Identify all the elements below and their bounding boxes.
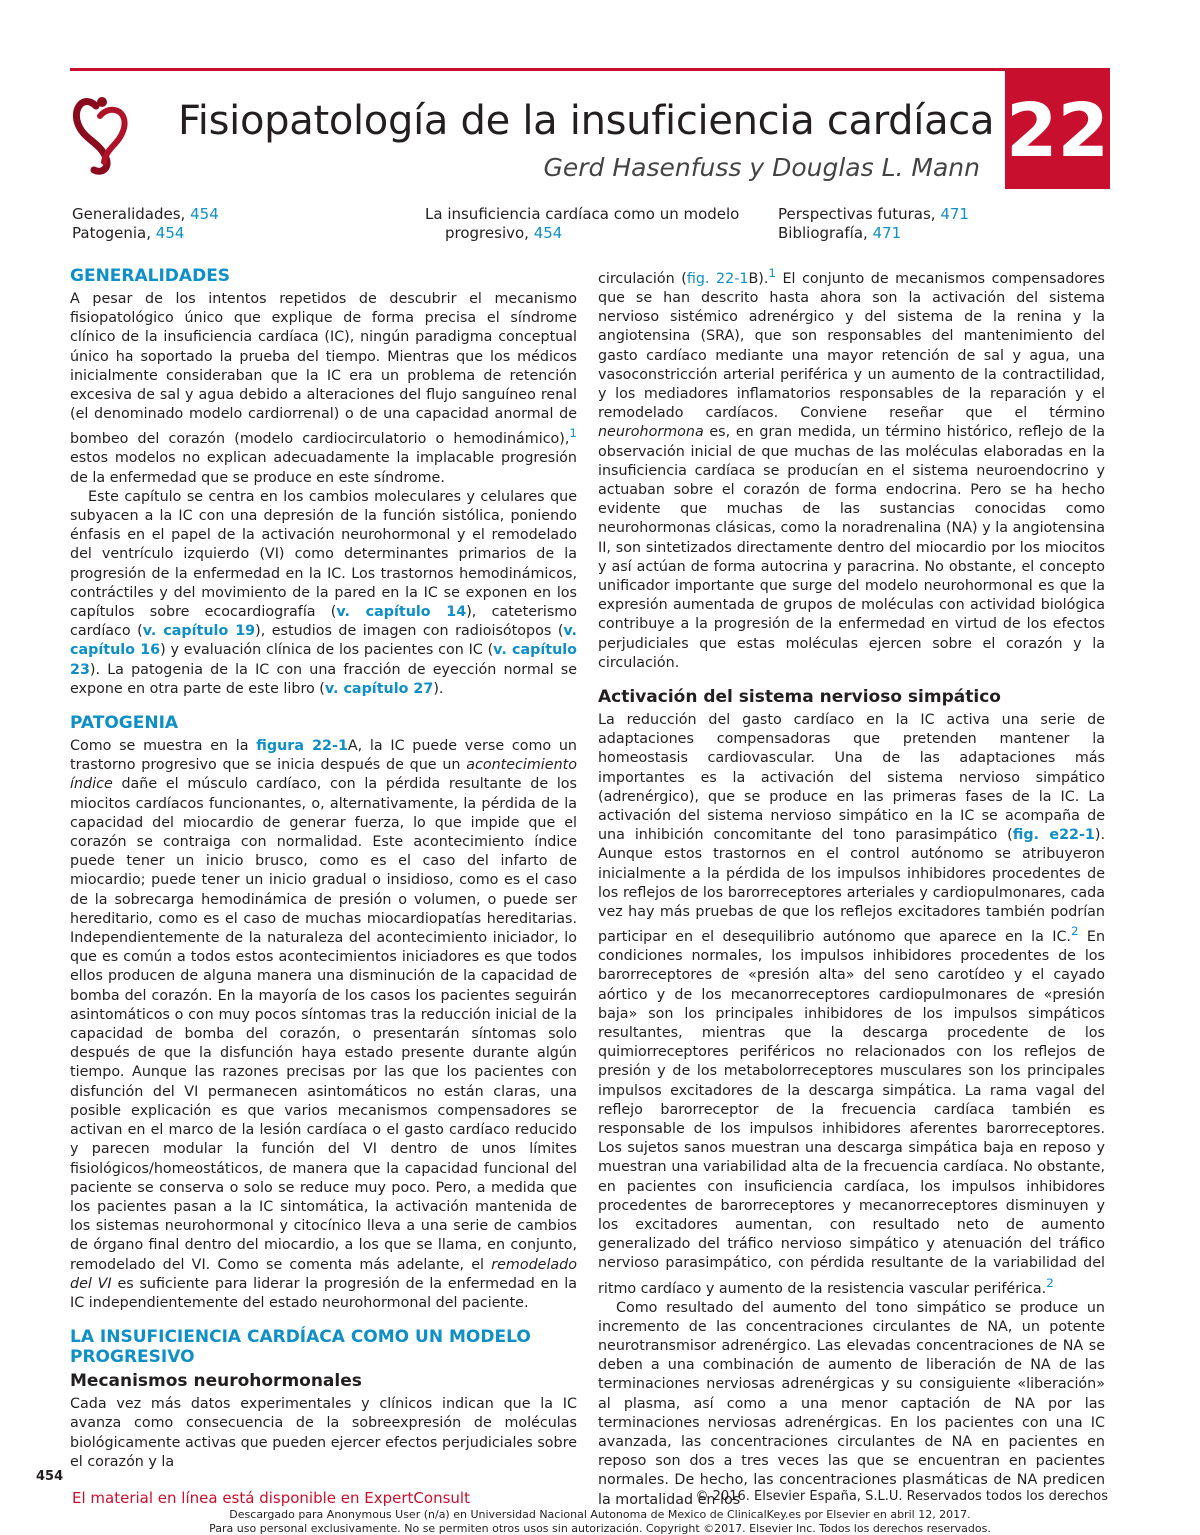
toc-item[interactable]: Generalidades, 454 — [72, 205, 219, 223]
heart-logo-icon — [66, 86, 136, 176]
section-heading-modelo-progresivo: LA INSUFICIENCIA CARDÍACA COMO UN MODELO PROGRESIVO — [70, 1327, 531, 1368]
paragraph: Cada vez más datos experimentales y clínicos indican que la IC avanza como consecuencia de la sobreexpresión de moléculas biológicamente activas que pueden ejercer efectos perjudiciales sobre el corazón y la — [70, 1396, 577, 1470]
chapter-link[interactable]: v. capítulo 27 — [324, 680, 434, 697]
header-rule — [70, 68, 1110, 71]
paragraph: Este capítulo se centra en los cambios moleculares y celulares que subyacen a la IC con una depresión de la función sistólica, poniendo énfasis en el papel de la activación neurohormonal y el remodelado del ventrículo izquierdo (VI) como determinantes primarios de la progresión de la enfermedad en la IC. Los trastornos hemodinámicos, contráctiles y del movimiento de la pared en la IC se exponen en los capítulos sobre ecocardiografía (v. capítulo 14), cateterismo cardíaco (v. capítulo 19), estudios de imagen con radioisótopos (v. capítulo 16) y evaluación clínica de los pacientes con IC (v. capítulo 23). La patogenia de la IC con una fracción de eyección normal se expone en otra parte de este libro (v. capítulo 27). — [70, 488, 577, 697]
toc-column-2 — [425, 205, 739, 243]
toc-item[interactable]: La insuficiencia cardíaca como un modelo — [425, 205, 740, 223]
right-column — [598, 264, 1105, 1510]
reference-link[interactable]: 2 — [1070, 924, 1079, 939]
figure-link[interactable]: figura 22-1 — [256, 738, 348, 755]
chapter-link[interactable]: v. capítulo 14 — [336, 604, 467, 621]
usage-notice: Para uso personal exclusivamente. No se permiten otros usos sin autorización. Copyright ©2017. Elsevier Inc. Todos los derechos reservados. — [209, 1522, 991, 1535]
paragraph: A pesar de los intentos repetidos de descubrir el mecanismo fisiopatológico único que explique de forma precisa el síndrome clínico de la insuficiencia cardíaca (IC), ningún paradigma conceptual único ha soportado la prueba del tiempo. Mientras que los médicos inicialmente consideraban que la IC era un problema de retención excesiva de sal y agua debido a alteraciones del flujo sanguíneo renal (el denominado modelo cardiorrenal) o de una capacidad anormal de bombeo del corazón (modelo cardiocirculatorio o hemodinámico),$^1$ estos modelos no explican adecuadamente la implacable progresión de la enfermedad que se produce en este síndrome. — [70, 291, 577, 486]
chapter-link[interactable]: v. capítulo 16 — [70, 623, 577, 659]
toc-item-continued[interactable]: progresivo, 454 — [445, 224, 563, 242]
left-column — [70, 266, 577, 1472]
toc-item[interactable]: Bibliografía, 471 — [778, 224, 902, 242]
online-material-note[interactable]: El material en línea está disponible en ExpertConsult — [72, 1489, 470, 1507]
toc-column-1 — [72, 205, 219, 243]
chapter-title: Fisiopatología de la insuficiencia cardíaca — [178, 98, 995, 144]
paragraph: La reducción del gasto cardíaco en la IC activa una serie de adaptaciones compensadoras que pretenden mantener la homeostasis cardiovascular. Una de las adaptaciones más importantes es la activación del sistema nervioso simpático (adrenérgico), que se produce en las primeras fases de la IC. La activación del sistema nervioso simpático en la IC se acompaña de una inhibición concomitante del tono parasimpático (fig. e22-1). Aunque estos trastornos en el control autónomo se atribuyeron inicialmente a la pérdida de los impulsos inhibidores procedentes de los reflejos de los barorreceptores arteriales y cardiopulmonares, cada vez hay más pruebas de que los reflejos excitadores también podrían participar en el desequilibrio autónomo que aparece en la IC.$^2$ En condiciones normales, los impulsos inhibidores procedentes de los barorreceptores de «presión alta» del seno carotídeo y el cayado aórtico y de los mecanorreceptores cardiopulmonares de «presión baja» son los principales inhibidores de los impulsos simpáticos resultantes, mientras que la descarga procedente de los quimiorreceptores periféricos no relacionados con los reflejos de presión y de los metabolorreceptores musculares son los principales impulsos excitadores de la descarga simpática. La rama vagal del reflejo barorreceptor de la frecuencia cardíaca también es responsable de los impulsos inhibidores aferentes barorreceptores. Los sujetos sanos muestran una descarga simpática baja en reposo y muestran una variabilidad alta de la frecuencia cardíaca. No obstante, en pacientes con insuficiencia cardíaca, los impulsos inhibidores procedentes de barorreceptores y mecanorreceptores disminuyen y los excitadores aumentan, con resultado neto de aumento generalizado del tráfico nervioso simpático y atenuación del tráfico nervioso parasimpático, con pérdida resultante de la variabilidad del ritmo cardíaco y aumento de la resistencia vascular periférica.$^2$ — [598, 712, 1106, 1297]
reference-link[interactable]: 2 — [1046, 1275, 1054, 1290]
reference-link[interactable]: 1 — [768, 266, 776, 280]
subsection-heading-mecanismos: Mecanismos neurohormonales — [70, 1371, 362, 1392]
toc-item[interactable]: Perspectivas futuras, 471 — [778, 205, 969, 223]
chapter-number-badge: 22 — [1005, 71, 1110, 189]
figure-link[interactable]: fig. 22-1 — [686, 270, 749, 287]
paragraph: circulación (fig. 22-1B).$^1$ El conjunto de mecanismos compensadores que se han descrito hasta ahora son la activación del sistema nervioso sistémico adrenérgico y del sistema de la renina y la angiotensina (SRA), que son responsables del mantenimiento del gasto cardíaco mediante una mayor retención de sal y agua, una vasoconstricción arterial periférica y un aumento de la contractilidad, y los mediadores inflamatorios responsables de la reparación y el remodelado cardíacos. Conviene reseñar que el término neurohormona es, en gran medida, un término histórico, reflejo de la observación inicial de que muchas de las moléculas elaboradas en la insuficiencia cardíaca se producían en el sistema neuroendocrino y actuaban sobre el corazón de forma endocrina. Pero se ha hecho evidente que muchas de las sustancias conocidas como neurohormonas clásicas, como la noradrenalina (NA) y la angiotensina II, son sintetizados directamente dentro del miocardio por los miocitos y así actúan de forma autocrina y paracrina. No obstante, el concepto unificador importante que surge del modelo neurohormonal es que la expresión aumentada de grupos de moléculas con actividad biológica contribuye a la progresión de la enfermedad en virtud de los efectos perjudiciales que estas moléculas ejercen sobre el corazón y la circulación. — [598, 266, 1105, 671]
page-number: 454 — [36, 1469, 64, 1484]
download-notice: Descargado para Anonymous User (n/a) en Universidad Nacional Autonoma de Mexico de ClinicalKey.es por Elsevier en abril 12, 2017. — [229, 1508, 971, 1521]
subsection-heading-simpatico: Activación del sistema nervioso simpático — [598, 687, 1001, 708]
chapter-link[interactable]: v. capítulo 23 — [70, 642, 577, 678]
chapter-link[interactable]: v. capítulo 19 — [142, 623, 256, 640]
toc-item[interactable]: Patogenia, 454 — [72, 224, 185, 242]
toc-column-3 — [778, 205, 969, 243]
copyright-notice: © 2016. Elsevier España, S.L.U. Reservados todos los derechos — [695, 1489, 1108, 1504]
section-heading-generalidades: GENERALIDADES — [70, 266, 231, 286]
reference-link[interactable]: 1 — [569, 426, 577, 441]
figure-link[interactable]: fig. e22-1 — [1012, 827, 1095, 844]
paragraph: Como resultado del aumento del tono simpático se produce un incremento de las concentraciones circulantes de NA, un potente neurotransmisor adrenérgico. Las elevadas concentraciones de NA se deben a una combinación de aumento de liberación de NA de las terminaciones nerviosas adrenérgicas y su consiguiente «liberación» al plasma, así como a una menor captación de NA por las terminaciones nerviosas adrenérgicas. En los pacientes con una IC avanzada, las concentraciones circulantes de NA en pacientes en reposo son dos a tres veces las que se encuentran en pacientes normales. De hecho, las concentraciones plasmáticas de NA predicen la mortalidad en los — [598, 1299, 1105, 1508]
section-heading-patogenia: PATOGENIA — [70, 713, 179, 734]
chapter-authors: Gerd Hasenfuss y Douglas L. Mann — [543, 153, 980, 182]
paragraph: Como se muestra en la figura 22-1A, la IC puede verse como un trastorno progresivo que se inicia después de que un acontecimiento índice dañe el músculo cardíaco, con la pérdida resultante de los miocitos cardíacos funcionantes, o, alternativamente, la pérdida de la capacidad del miocardio de generar fuerza, lo que impide que el corazón se contraiga con normalidad. Este acontecimiento índice puede tener un inicio brusco, como es el caso del infarto de miocardio; puede tener un inicio gradual o insidioso, como es el caso de la sobrecarga hemodinámica de presión o volumen, o puede ser hereditario, como es el caso de muchas miocardiopatías hereditarias. Independientemente de la naturaleza del acontecimiento iniciador, lo que es común a todos estos acontecimientos iniciadores es que todos ellos producen de alguna manera una disminución de la capacidad de bomba del corazón. En la mayoría de los casos los pacientes seguirán asintomáticos o con muy pocos síntomas tras la reducción inicial de la capacidad de bomba del corazón, o presentarán síntomas solo después de que la disfunción haya estado presente durante algún tiempo. Aunque las razones precisas por las que los pacientes con disfunción del VI permanecen asintomáticos no están claras, una posible explicación es que varios mecanismos compensadores se activan en el marco de la lesión cardíaca o el gasto cardíaco reducido y parecen modular la función del VI dentro de unos límites fisiológicos/homeostáticos, de manera que la capacidad funcional del paciente se conserva o solo se reduce muy poco. Pero, a medida que los pacientes pasan a la IC sintomática, la activación mantenida de los sistemas neurohormonal y citocínico lleva a una serie de cambios de órgano final dentro del miocardio, a los que se llama, en conjunto, remodelado del VI. Como se comenta más adelante, el remodelado del VI es suficiente para liderar la progresión de la enfermedad en la IC independientemente del estado neurohormonal del paciente. — [70, 738, 577, 1311]
